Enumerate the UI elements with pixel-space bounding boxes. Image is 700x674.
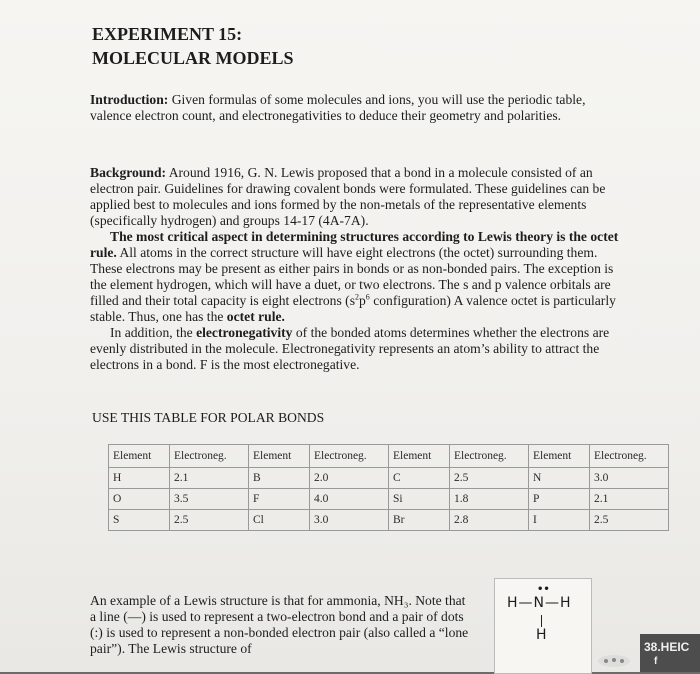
electronegativity-table [108, 444, 669, 531]
superscript-p: 6 [365, 292, 370, 302]
background-text-1: Around 1916, G. N. Lewis proposed that a bond in a molecule consisted of an electron pair. Guidelines for drawing covalent bonds were formulated. These guidelines can be applied best to molecules and ions formed by the non-metals of the representative elements (specifically hydrogen) and groups 14-17 (4A-7A). [90, 165, 606, 228]
background-paragraph [90, 165, 620, 373]
title-line-2: MOLECULAR MODELS [92, 48, 294, 68]
element-cell: Cl [249, 510, 310, 531]
value-cell: 2.5 [170, 510, 249, 531]
bond-line [541, 615, 542, 627]
introduction-label: Introduction: [90, 92, 169, 107]
header-cell: Element [529, 445, 590, 468]
element-cell: Si [389, 489, 450, 510]
header-cell: Element [109, 445, 170, 468]
element-cell: N [529, 468, 590, 489]
table-header-row [109, 445, 669, 468]
octet-rule-term: octet rule. [226, 309, 285, 324]
table-row [109, 468, 669, 489]
lewis-bottom-hydrogen: H [536, 627, 547, 643]
electronegativity-paragraph [90, 325, 620, 373]
value-cell: 3.0 [590, 468, 669, 489]
header-cell: Electroneg. [310, 445, 389, 468]
value-cell: 2.1 [170, 468, 249, 489]
element-cell: C [389, 468, 450, 489]
octet-text-config: configuration) A valence octet is particularly stable. Thus, one has the [90, 293, 616, 324]
value-cell: 4.0 [310, 489, 389, 510]
value-cell: 3.0 [310, 510, 389, 531]
ammonia-lewis-structure [494, 578, 592, 674]
background-label: Background: [90, 165, 167, 180]
value-cell: 2.5 [590, 510, 669, 531]
header-cell: Element [249, 445, 310, 468]
octet-emphasis: The most critical aspect in determining structures according to Lewis theory is the octet rule. [90, 229, 619, 260]
element-cell: P [529, 489, 590, 510]
table-row [109, 510, 669, 531]
lone-pair-dots: •• [537, 584, 550, 595]
file-name-badge [640, 634, 700, 672]
electronegativity-term: electronegativity [196, 325, 293, 340]
introduction-text: Given formulas of some molecules and ions, you will use the periodic table, valence electron count, and electronegativities to deduce their geometry and polarities. [90, 92, 586, 123]
element-cell: S [109, 510, 170, 531]
lewis-top-row: H—N—H [507, 595, 572, 611]
electroneg-text-a: In addition, the [110, 325, 197, 340]
element-cell: F [249, 489, 310, 510]
photo-app-logo-icon [594, 652, 634, 668]
value-cell: 2.5 [450, 468, 529, 489]
header-cell: Electroneg. [590, 445, 669, 468]
element-cell: I [529, 510, 590, 531]
value-cell: 3.5 [170, 489, 249, 510]
header-cell: Element [389, 445, 450, 468]
octet-paragraph [90, 229, 620, 325]
header-cell: Electroneg. [450, 445, 529, 468]
element-cell: O [109, 489, 170, 510]
element-cell: Br [389, 510, 450, 531]
value-cell: 2.0 [310, 468, 389, 489]
value-cell: 2.8 [450, 510, 529, 531]
experiment-title [92, 22, 294, 70]
introduction-paragraph [90, 92, 620, 124]
octet-text-p: p [359, 293, 366, 308]
superscript-s: 2 [355, 292, 359, 302]
value-cell: 1.8 [450, 489, 529, 510]
file-name-text: 38.HEIC [644, 640, 690, 654]
octet-text: All atoms in the correct structure will have eight electrons (the octet) surrounding them. These electrons may be present as either pairs in bonds or as non-bonded pairs. The exception is the element hydrogen, which will have a duet, or two electrons. The s and p valence orbitals are filled and their total capacity is eight electrons (s [90, 245, 614, 308]
table-row [109, 489, 669, 510]
title-line-1: EXPERIMENT 15: [92, 24, 243, 44]
element-cell: B [249, 468, 310, 489]
table-heading: USE THIS TABLE FOR POLAR BONDS [92, 410, 325, 425]
value-cell: 2.1 [590, 489, 669, 510]
electroneg-text-b: of the bonded atoms determines whether the electrons are evenly distributed in the molecule. Electronegativity represents an atom’s ability to attract the electrons in a bond. F is the most electronegative. [90, 325, 610, 372]
file-info-text: f [654, 656, 658, 667]
element-cell: H [109, 468, 170, 489]
example-paragraph: An example of a Lewis structure is that for ammonia, NH₃. Note that a line (—) is used to represent a two-electron bond and a pair of dots (:) is used to represent a non-bonded electron pair (also called a “lone pair”). The Lewis structure of [90, 593, 469, 656]
header-cell: Electroneg. [170, 445, 249, 468]
